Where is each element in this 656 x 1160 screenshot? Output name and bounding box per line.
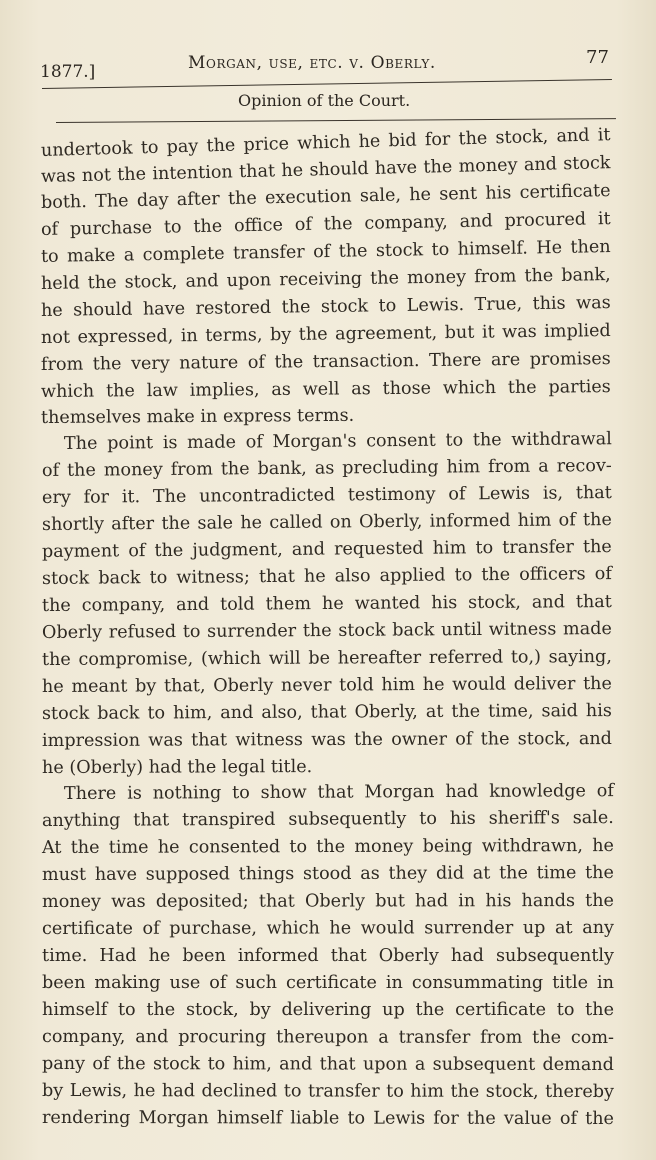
text-line: pany of the stock to him, and that upon a subsequent demand <box>41 1054 614 1075</box>
year-label: 1877.] <box>40 62 96 82</box>
text-line: There is nothing to show that Morgan had knowledge of <box>63 781 614 804</box>
section-subhead: Opinion of the Court. <box>238 91 411 110</box>
text-line: themselves make in express terms. <box>40 405 355 428</box>
text-line: impression was that witness was the owner of the stock, and <box>41 729 612 751</box>
text-line: been making use of such certificate in consummating title in <box>42 973 614 993</box>
text-line: ery for it. The uncontradicted testimony of Lewis is, that <box>41 483 612 508</box>
text-line: time. Had he been informed that Oberly had subsequently <box>42 946 614 966</box>
text-line: was not the intention that he should have the money and stock <box>40 153 611 187</box>
text-line: which the law implies, as well as those which the parties <box>40 377 611 402</box>
text-line: must have supposed things stood as they did at the time the <box>41 863 614 885</box>
text-line: company, and procuring thereupon a transfer from the com- <box>41 1027 614 1048</box>
text-line: of the money from the bank, as precluding him from a recov- <box>41 456 612 481</box>
text-line: held the stock, and upon receiving the money from the bank, <box>40 265 611 294</box>
text-line: undertook to pay the price which he bid for the stock, and it <box>40 125 611 161</box>
text-line: the compromise, (which will be hereafter referred to,) saying, <box>41 647 612 670</box>
text-line: the company, and told them he wanted his stock, and that <box>41 592 612 616</box>
text-line: certificate of purchase, which he would surrender up at any <box>41 918 614 939</box>
text-line: anything that transpired subsequently to his sheriff's sale. <box>41 808 614 831</box>
text-line: The point is made of Morgan's consent to the withdrawal <box>63 429 612 454</box>
text-line: both. The day after the execution sale, he sent his certificate <box>40 181 611 213</box>
text-line: money was deposited; that Oberly but had in his hands the <box>41 891 614 912</box>
text-line: At the time he consented to the money being withdrawn, he <box>41 836 614 858</box>
text-line: stock back to him, and also, that Oberly, at the time, said his <box>41 701 612 724</box>
text-line: he meant by that, Oberly never told him he would deliver the <box>41 674 612 697</box>
text-line: shortly after the sale he called on Oberly, informed him of the <box>41 510 612 535</box>
case-title: Morgan, use, etc. v. Oberly. <box>188 53 436 73</box>
text-line: by Lewis, he had declined to transfer to him the stock, thereby <box>41 1081 614 1102</box>
text-line: payment of the judgment, and requested him to transfer the <box>41 537 612 562</box>
text-line: stock back to witness; that he also applied to the officers of <box>41 564 612 589</box>
text-line: rendering Morgan himself liable to Lewis for the value of the <box>41 1108 614 1129</box>
text-line: from the very nature of the transaction. There are promises <box>40 349 611 375</box>
text-line: himself to the stock, by delivering up the certificate to the <box>42 1000 614 1020</box>
text-line: to make a complete transfer of the stock to himself. He then <box>40 237 611 267</box>
text-line: of purchase to the office of the company, and procured it <box>40 209 611 240</box>
text-line: not expressed, in terms, by the agreement, but it was implied <box>40 321 611 348</box>
text-line: he should have restored the stock to Lewis. True, this was <box>40 293 611 321</box>
text-line: Oberly refused to surrender the stock back until witness made <box>41 619 612 643</box>
text-line: he (Oberly) had the legal title. <box>41 757 313 778</box>
page-number: 77 <box>586 47 609 68</box>
